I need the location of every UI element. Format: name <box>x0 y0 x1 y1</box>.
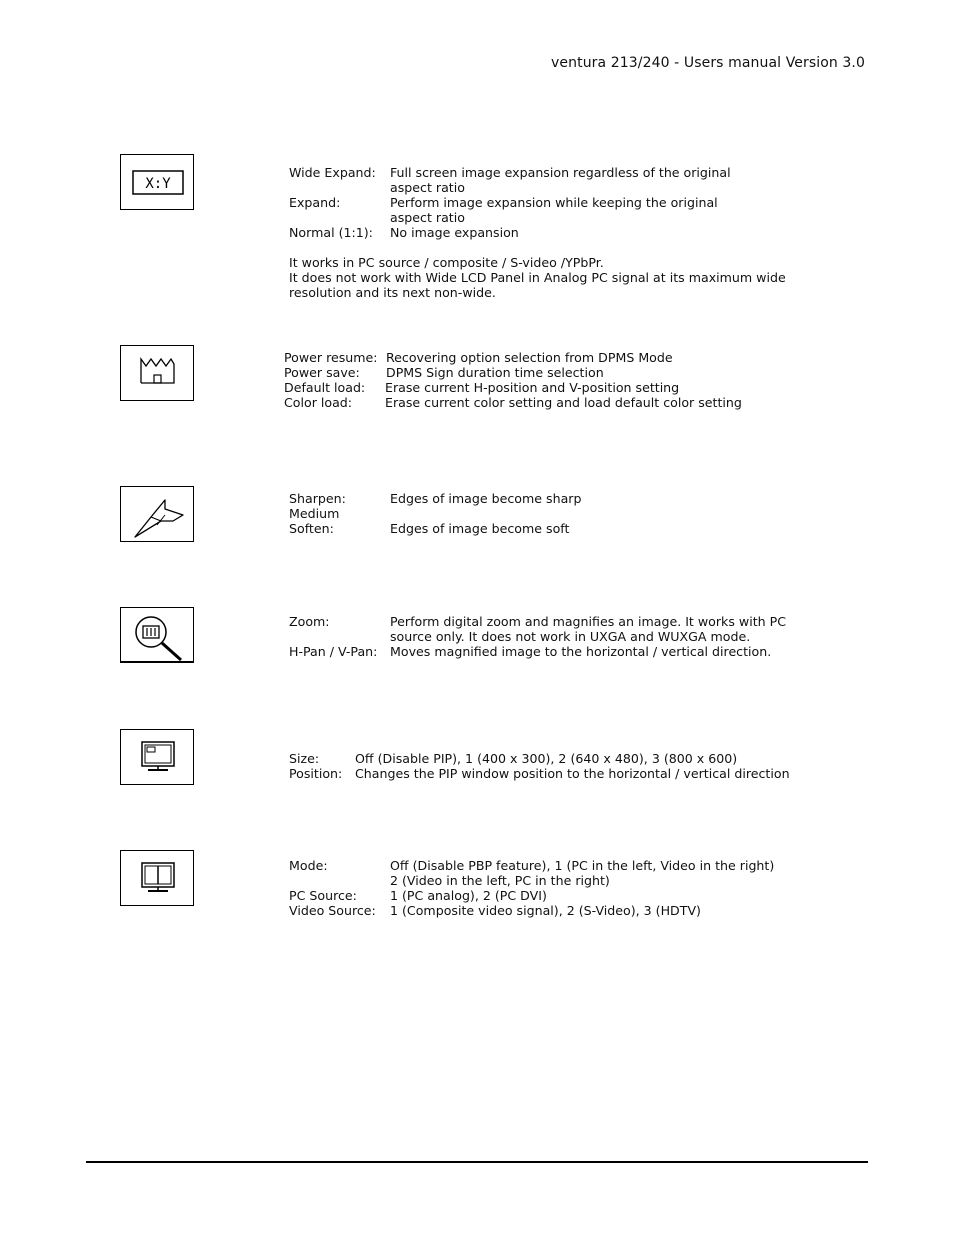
option-label: Default load: <box>284 380 366 395</box>
document-header: ventura 213/240 - Users manual Version 3.0 <box>551 55 865 71</box>
option-description: 2 (Video in the left, PC in the right) <box>390 873 610 888</box>
footer-divider <box>86 1161 868 1163</box>
sharpness-icon-box <box>120 486 194 542</box>
aspect-icon-label: X:Y <box>145 176 171 192</box>
option-label: Soften: <box>289 521 334 536</box>
option-description: DPMS Sign duration time selection <box>386 365 604 380</box>
option-label: Wide Expand: <box>289 165 376 180</box>
aspect-row <box>289 210 786 225</box>
magnifier-zoom-icon <box>121 608 195 664</box>
option-label: Power save: <box>284 365 360 380</box>
option-label: Sharpen: <box>289 491 346 506</box>
aspect-note: resolution and its next non-wide. <box>289 285 496 300</box>
option-description: Perform digital zoom and magnifies an image. It works with PC <box>390 614 787 629</box>
option-label: Expand: <box>289 195 341 210</box>
aspect-note: It does not work with Wide LCD Panel in Analog PC signal at its maximum wide <box>289 270 786 285</box>
aspect-note: It works in PC source / composite / S-video /YPbPr. <box>289 255 604 270</box>
option-description: Erase current color setting and load default color setting <box>385 395 742 410</box>
zoom-icon-box <box>120 607 194 663</box>
option-label: Video Source: <box>289 903 376 918</box>
option-description: Erase current H-position and V-position setting <box>385 380 680 395</box>
factory-icon-box <box>120 345 194 401</box>
option-label: Normal (1:1): <box>289 225 373 240</box>
aspect-section <box>289 165 786 300</box>
option-label: Mode: <box>289 858 328 873</box>
option-description: Off (Disable PIP), 1 (400 x 300), 2 (640 x 480), 3 (800 x 600) <box>355 751 738 766</box>
option-description: Changes the PIP window position to the horizontal / vertical direction <box>355 766 790 781</box>
option-description: aspect ratio <box>390 210 465 225</box>
option-description: No image expansion <box>390 225 519 240</box>
option-description: Edges of image become sharp <box>390 491 582 506</box>
option-label: H-Pan / V-Pan: <box>289 644 378 659</box>
option-label: Medium <box>289 506 340 521</box>
aspect-ratio-xy-icon <box>121 155 195 211</box>
option-description: 1 (Composite video signal), 2 (S-Video), 3 (HDTV) <box>390 903 701 918</box>
monitor-pbp-icon <box>121 851 195 907</box>
pen-sharpness-icon <box>121 487 195 543</box>
pip-icon-box <box>120 729 194 785</box>
aspect-row <box>289 180 786 195</box>
aspect-ratio-icon-box <box>120 154 194 210</box>
option-description: 1 (PC analog), 2 (PC DVI) <box>390 888 547 903</box>
option-label: Power resume: <box>284 350 378 365</box>
option-description: source only. It does not work in UXGA and WUXGA mode. <box>390 629 751 644</box>
aspect-row <box>289 225 786 240</box>
option-label: Zoom: <box>289 614 330 629</box>
pbp-icon-box <box>120 850 194 906</box>
option-description: Moves magnified image to the horizontal / vertical direction. <box>390 644 772 659</box>
option-label: Color load: <box>284 395 353 410</box>
option-description: Off (Disable PBP feature), 1 (PC in the left, Video in the right) <box>390 858 775 873</box>
aspect-row <box>289 195 786 210</box>
factory-icon <box>121 346 195 402</box>
monitor-pip-icon <box>121 730 195 786</box>
aspect-row <box>289 165 786 180</box>
option-description: Perform image expansion while keeping the original <box>390 195 718 210</box>
option-description: Full screen image expansion regardless of the original <box>390 165 731 180</box>
option-label: Size: <box>289 751 320 766</box>
option-label: PC Source: <box>289 888 357 903</box>
option-label: Position: <box>289 766 343 781</box>
option-description: Edges of image become soft <box>390 521 570 536</box>
option-description: aspect ratio <box>390 180 465 195</box>
option-description: Recovering option selection from DPMS Mode <box>386 350 673 365</box>
